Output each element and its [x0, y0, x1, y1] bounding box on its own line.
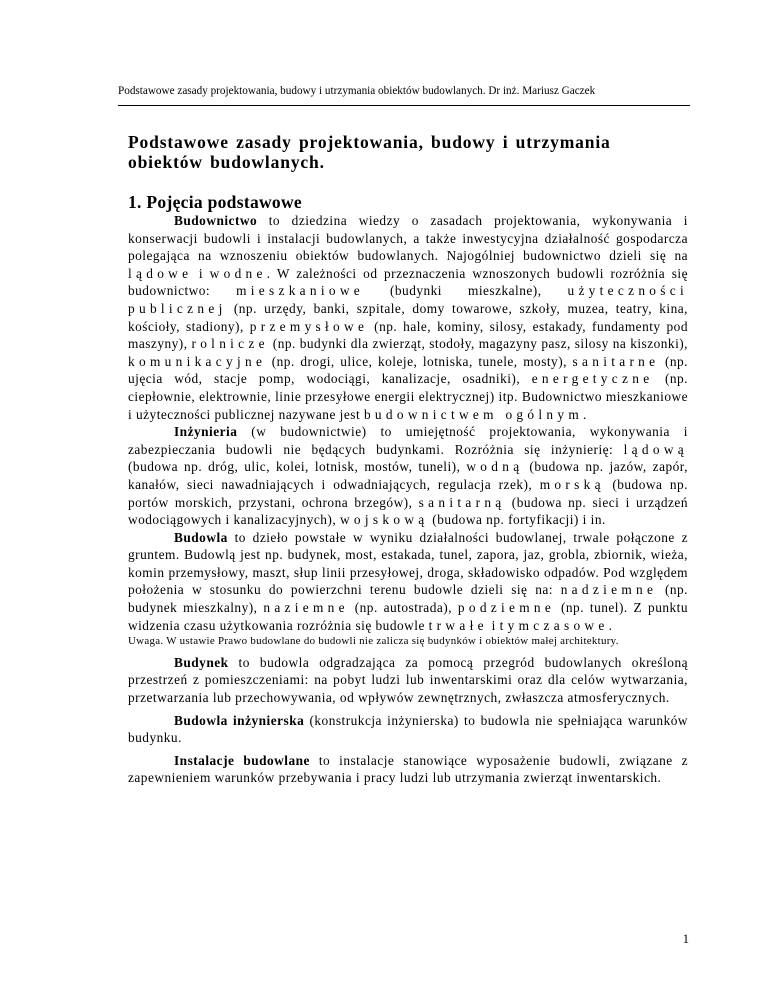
page-content [128, 132, 688, 787]
emphasis-sanitarna: sanitarną [418, 494, 506, 510]
emphasis-trwale: trwałe [428, 617, 488, 633]
paragraph-budownictwo: Budownictwo to dziedzina wiedzy o zasadach projektowania, wykonywania i konserwacji budowli i instalacji budowlanych, a także inwestycyjna działalność gospodarcza polegająca na wznoszeniu obiektów budowlanych. Najogólniej budownictwo dzieli się na lądowe i wodne. W zależności od przeznaczenia wznoszonych budowli rozróżnia się budownictwo: mieszkaniowe (budynki mieszkalne), użyteczności publicznej (np. urzędy, banki, szpitale, domy towarowe, szkoły, muzea, teatry, kina, kościoły, stadiony), przemysłowe (np. hale, kominy, silosy, estakady, fundamenty pod maszyny), rolnicze (np. budynki dla zwierząt, stodoły, magazyny pasz, silosy na kiszonki), komunikacyjne (np. drogi, ulice, koleje, lotniska, tunele, mosty), sanitarne (np. ujęcia wód, stacje pomp, wodociągi, kanalizacje, osadniki), energetyczne (np. ciepłownie, elektrownie, linie przesyłowe energii elektrycznej) itp. Budownictwo mieszkaniowe i użyteczności publicznej nazywane jest budownictwem ogólnym. [128, 213, 689, 422]
running-header: Podstawowe zasady projektowania, budowy i utrzymania obiektów budowlanych. Dr inż. Mariusz Gaczek [118, 85, 596, 97]
paragraph-budowla: Budowla to dzieło powstałe w wyniku działalności budowlanej, trwale połączone z gruntem. Budowlą jest np. budynek, most, estakada, tunel, zapora, jaz, grobla, zbiornik, wieża, komin przemysłowy, maszt, słup linii przesyłowej, droga, składowisko odpadów. Pod względem położenia w stosunku do powierzchni terenu budowle dzieli się na: nadziemne (np. budynek mieszkalny), naziemne (np. autostrada), podziemne (np. tunel). Z punktu widzenia czasu użytkowania rozróżnia się budowle trwałe i tymczasowe. [128, 529, 688, 633]
header-rule [118, 105, 690, 106]
emphasis-mieszkaniowe: mieszkaniowe [236, 283, 365, 299]
emphasis-naziemne: naziemne [263, 600, 349, 616]
emphasis-morska: morską [539, 476, 605, 492]
page-number: 1 [682, 932, 689, 946]
section-heading: 1. Pojęcia podstawowe [128, 192, 302, 212]
emphasis-nadziemne: nadziemne [560, 582, 658, 598]
paragraph-budowla-inzynierska: Budowla inżynierska (konstrukcja inżynierska) to budowla nie spełniająca warunków budynku. [128, 712, 688, 746]
emphasis-wodna: wodną [466, 459, 524, 475]
document-title: Podstawowe zasady projektowania, budowy i utrzymania obiektów budowlanych. [128, 132, 611, 172]
emphasis-podziemne: podziemne [457, 600, 556, 616]
term-budowla-inzynierska: Budowla inżynierska [174, 712, 305, 728]
emphasis-sanitarne: sanitarne [572, 353, 660, 369]
emphasis-ladowa: lądową [623, 441, 688, 457]
emphasis-przemyslowe: przemysłowe [249, 318, 369, 334]
emphasis-energetyczne: energetyczne [531, 371, 654, 387]
emphasis-ladowe: lądowe [128, 265, 193, 281]
emphasis-wodne: wodne [209, 265, 267, 281]
term-inzynieria: Inżynieria [174, 424, 238, 440]
term-budownictwo: Budownictwo [174, 213, 258, 228]
emphasis-budownictwo-ogolne: budownictwem ogólnym [363, 406, 584, 422]
term-budynek: Budynek [174, 654, 229, 670]
note-uwaga: Uwaga. W ustawie Prawo budowlane do budowli nie zalicza się budynków i obiektów małej architektury. [128, 635, 619, 648]
emphasis-komunikacyjne: komunikacyjne [128, 353, 267, 369]
emphasis-rolnicze: rolnicze [191, 336, 269, 352]
paragraph-inzynieria: Inżynieria (w budownictwie) to umiejętność projektowania, wykonywania i zabezpieczania budowli nie będących budynkami. Rozróżnia się inżynierię: lądową (budowa np. dróg, ulic, kolei, lotnisk, mostów, tuneli), wodną (budowa np. jazów, zapór, kanałów, sieci nawadniających i odwadniających, regulacja rzek), morską (budowa np. portów morskich, przystani, ochrona brzegów), sanitarną (budowa np. sieci i urządzeń wodociągowych i kanalizacyjnych), wojskową (budowa np. fortyfikacji) i in. [128, 424, 688, 528]
emphasis-tymczasowe: tymczasowe [499, 617, 609, 633]
emphasis-uzytecznosci: użyteczności publicznej [128, 283, 688, 316]
term-budowla: Budowla [174, 529, 228, 545]
term-instalacje: Instalacje budowlane [174, 752, 310, 768]
paragraph-budynek: Budynek to budowla odgradzająca za pomocą przegród budowlanych określoną przestrzeń z pomieszczeniami: na pobyt ludzi lub inwentarskimi oraz dla celów wytwarzania, przetwarzania lub przechowywania, od wpływów zewnętrznych, zwłaszcza atmosferycznych. [128, 654, 688, 706]
paragraph-instalacje: Instalacje budowlane to instalacje stanowiące wyposażenie budowli, związane z zapewnieniem warunków przebywania i pracy ludzi lub utrzymania zwierząt inwentarskich. [128, 752, 688, 786]
emphasis-wojskowa: wojskową [339, 512, 429, 528]
